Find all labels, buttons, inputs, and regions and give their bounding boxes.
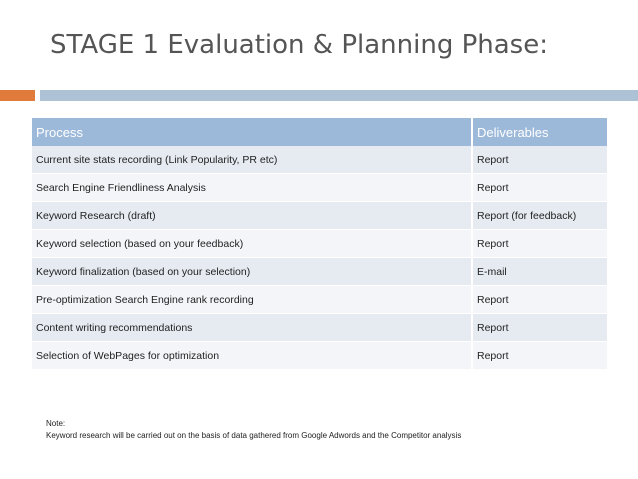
deliverable-cell: Report [472, 146, 607, 174]
process-cell: Keyword finalization (based on your selection) [32, 258, 472, 286]
deliverable-cell: Report [472, 286, 607, 314]
table-row [32, 342, 607, 370]
accent-bar-blue [40, 90, 638, 101]
note-text: Keyword research will be carried out on the basis of data gathered from Google Adwords and the Competitor analysis [46, 431, 462, 440]
table-row [32, 286, 607, 314]
process-cell: Keyword Research (draft) [32, 202, 472, 230]
table-row [32, 258, 607, 286]
table-header-row [32, 118, 607, 146]
table-row [32, 230, 607, 258]
process-cell: Current site stats recording (Link Popularity, PR etc) [32, 146, 472, 174]
note-box [32, 405, 609, 455]
accent-bar-orange [0, 90, 35, 101]
process-cell: Pre-optimization Search Engine rank recording [32, 286, 472, 314]
process-cell: Keyword selection (based on your feedback) [32, 230, 472, 258]
deliverable-cell: Report [472, 342, 607, 370]
process-cell: Selection of WebPages for optimization [32, 342, 472, 370]
process-table [32, 118, 607, 370]
deliverable-cell: Report [472, 314, 607, 342]
table-row [32, 314, 607, 342]
note-label: Note: [46, 419, 66, 428]
deliverable-cell: Report (for feedback) [472, 202, 607, 230]
table-row [32, 174, 607, 202]
deliverable-cell: E-mail [472, 258, 607, 286]
table-row [32, 146, 607, 174]
process-cell: Content writing recommendations [32, 314, 472, 342]
process-cell: Search Engine Friendliness Analysis [32, 174, 472, 202]
slide-title: STAGE 1 Evaluation & Planning Phase: [50, 30, 548, 60]
table-row [32, 202, 607, 230]
deliverable-cell: Report [472, 230, 607, 258]
header-deliverables: Deliverables [472, 118, 607, 146]
deliverable-cell: Report [472, 174, 607, 202]
header-process: Process [32, 118, 472, 146]
